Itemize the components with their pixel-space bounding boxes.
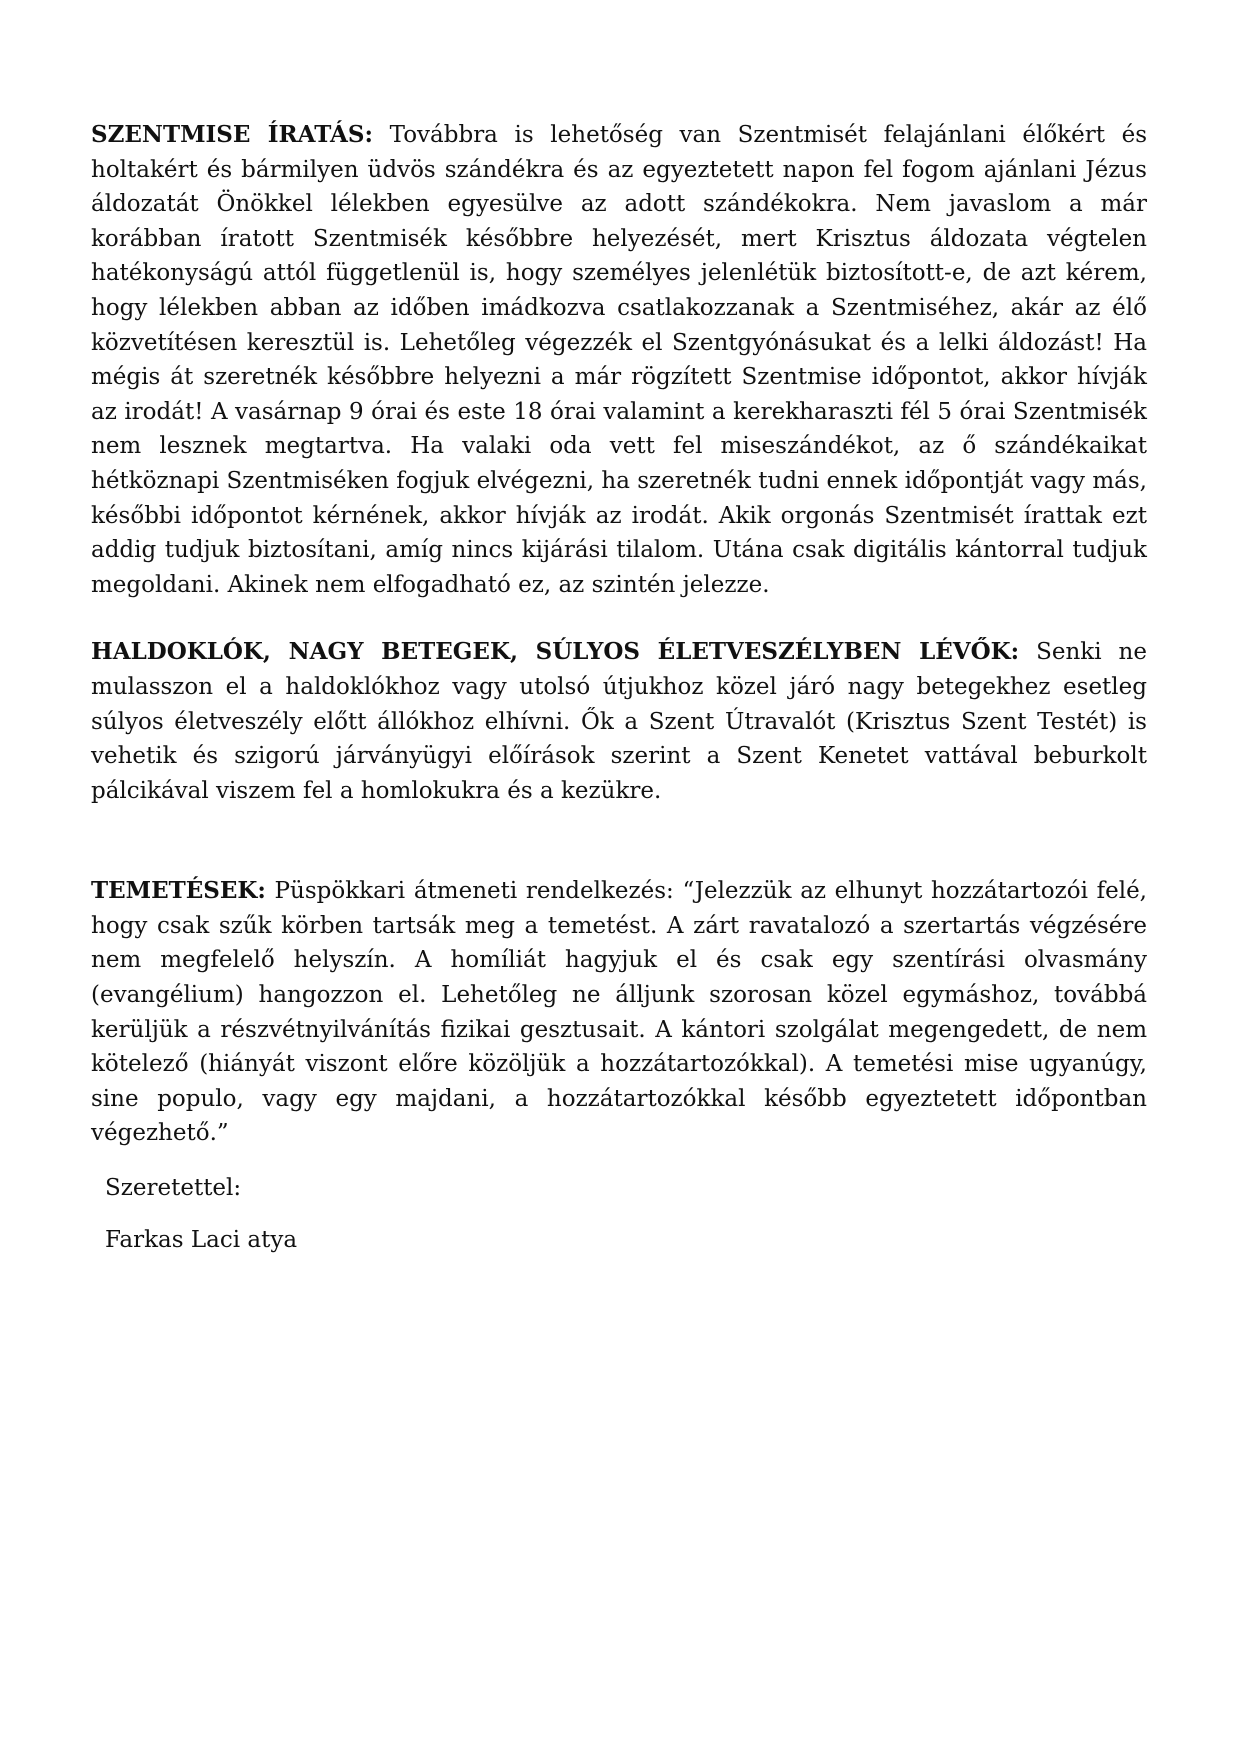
section-heading: TEMETÉSEK:: [91, 877, 266, 905]
section-haldoklok: [91, 635, 1147, 808]
closing-signature: Farkas Laci atya: [105, 1226, 298, 1253]
section-szentmise-iratas: [91, 118, 1147, 602]
section-text: Senki ne mulasszon el a haldoklókhoz vagy utolsó útjukhoz közel járó nagy betegekhez esetleg súlyos életveszély előtt állókhoz elhívni. Ők a Szent Útravalót (Krisztus Szent Testét) is vehetik és szigorú járványügyi előírások szerint a Szent Kenetet vattával beburkolt pálcikával viszem fel a homlokukra és a kezükre.: [91, 639, 1147, 804]
section-heading: HALDOKLÓK, NAGY BETEGEK, SÚLYOS ÉLETVESZÉLYBEN LÉVŐK:: [91, 638, 1020, 666]
section-heading: SZENTMISE ÍRATÁS:: [91, 121, 374, 148]
section-temetesek: [91, 874, 1147, 1151]
document-body: [91, 118, 1147, 1257]
section-text: Püspökkari átmeneti rendelkezés: “Jelezzük az elhunyt hozzátartozói felé, hogy csak szűk körben tartsák meg a temetést. A zárt ravatalozó a szertartás végzésére nem megfelelő helyszín. A homíliát hagyjuk el és csak egy szentírási olvasmány (evangélium) hangozzon el. Lehetőleg ne álljunk szorosan közel egymáshoz, továbbá kerüljük a részvétnyilvánítás fizikai gesztusait. A kántori szolgálat megengedett, de nem kötelező (hiányát viszont előre közöljük a hozzátartozókkal). A temetési mise ugyanúgy, sine populo, vagy egy majdani, a hozzátartozókkal később egyeztetett időpontban végezhető.”: [91, 878, 1147, 1147]
closing-greeting: Szeretettel:: [105, 1175, 242, 1202]
section-text: Továbbra is lehetőség van Szentmisét felajánlani élőkért és holtakért és bármilyen üdvös szándékra és az egyeztetett napon fel fogom ajánlani Jézus áldozatát Önökkel lélekben egyesülve az adott szándékokra. Nem javaslom a már korábban íratott Szentmisék későbbre helyezését, mert Krisztus áldozata végtelen hatékonyságú attól függetlenül is, hogy személyes jelenlétük biztosított-e, de azt kérem, hogy lélekben abban az időben imádkozva csatlakozzanak a Szentmiséhez, akár az élő közvetítésen keresztül is. Lehetőleg végezzék el Szentgyónásukat és a lelki áldozást! Ha mégis át szeretnék későbbre helyezni a már rögzített Szentmise időpontot, akkor hívják az irodát! A vasárnap 9 órai és este 18 órai valamint a kerekharaszti fél 5 órai Szentmisék nem lesznek megtartva. Ha valaki oda vett fel miseszándékot, az ő szándékaikat hétköznapi Szentmiséken fogjuk elvégezni, ha szeretnék tudni ennek időpontját vagy más, későbbi időpontot kérnének, akkor hívják az irodát. Akik orgonás Szentmisét írattak ezt addig tudjuk biztosítani, amíg nincs kijárási tilalom. Utána csak digitális kántorral tudjuk megoldani. Akinek nem elfogadható ez, az szintén jelezze.: [91, 122, 1148, 598]
